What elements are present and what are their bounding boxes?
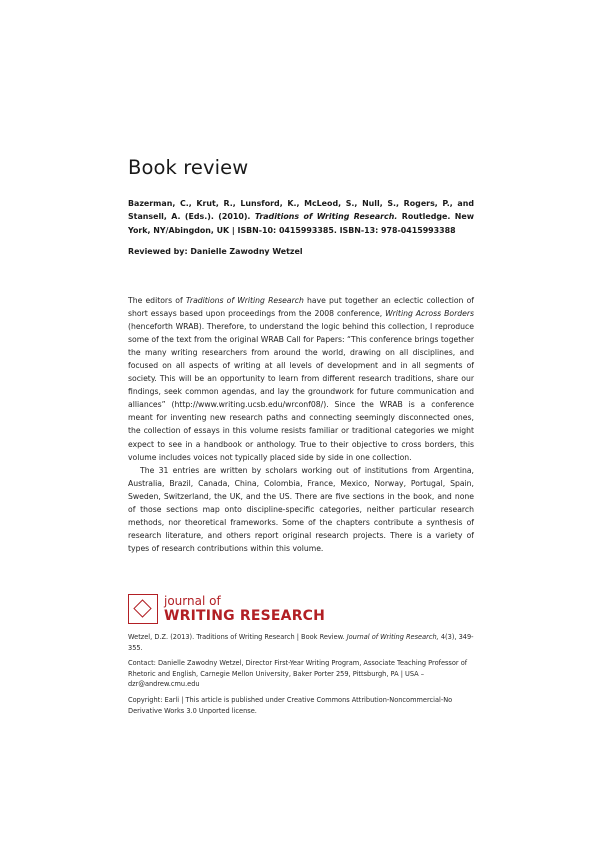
body-text: have put together an eclectic collection of short essays based upon proceedings from the 2008 conference, <box>128 296 474 319</box>
citation-authors: Bazerman, C., Krut, R., Lunsford, K., McLeod, S., Null, S., Rogers, P., and Stansell, A. (Eds.). (2010). <box>128 199 474 222</box>
body-paragraph-1 <box>128 294 474 464</box>
footer-text: 4(3), 349-355. <box>128 633 474 652</box>
body-paragraph-2: The 31 entries are written by scholars working out of institutions from Argentina, Australia, Brazil, Canada, China, Colombia, France, Mexico, Norway, Portugal, Spain, Sweden, Switzerland, the UK, and the US. There are five sections in the book, and none of those sections map onto discipline-specific categories, neither particular research methods, nor theoretical frameworks. Some of the chapters contribute a synthesis of research literature, and others report original research projects. There is a variety of types of research contributions within this volume. <box>128 465 474 553</box>
footer-text: Wetzel, D.Z. (2013). Traditions of Writing Research | Book Review. <box>128 633 347 641</box>
logo-line-1: journal of <box>164 594 221 608</box>
footer-citation <box>128 632 474 653</box>
logo-line-2: WRITING RESEARCH <box>164 608 326 624</box>
conference-title-italic: Writing Across Borders <box>385 309 475 319</box>
article-footer <box>128 632 474 721</box>
body-text: (henceforth WRAB). Therefore, to understand the logic behind this collection, I reproduce some of the text from the original WRAB Call for Papers: “This conference brings together the many writing researchers from around the world, drawing on all disciplines, and focused on all aspects of writing at all levels of development and in all segments of society. This will be an opportunity to learn from different research traditions, share our findings, seek common agendas, and lay the groundwork for future communication and alliances” (http://www.writing.ucsb.edu/wrconf08/). Since the WRAB is a conference meant for inventing new research paths and connecting seemingly disconnected ones, the collection of essays in this volume resists familiar or traditional categories we might expect to see in a handbook or anthology. True to their objective to cross borders, this volume includes voices not typically placed side by side in one collection. <box>128 322 474 462</box>
citation-book-title: Traditions of Writing Research. <box>254 212 398 222</box>
book-title-italic: Traditions of Writing Research <box>185 296 304 305</box>
book-citation <box>128 197 474 237</box>
footer-copyright: Copyright: Earli | This article is published under Creative Commons Attribution-Noncommercial-No Derivative Works 3.0 Unported license. <box>128 695 453 715</box>
page-title: Book review <box>128 156 249 179</box>
footer-contact: Contact: Danielle Zawodny Wetzel, Director First-Year Writing Program, Associate Teaching Professor of Rhetoric and English, Carnegie Mellon University, Baker Porter 259, Pittsburgh, PA | USA – dzr@andrew.cmu.edu <box>128 659 468 689</box>
diamond-in-square-icon <box>128 594 158 624</box>
review-body <box>128 294 474 555</box>
citation-publisher: Routledge. New York, NY/Abingdon, UK | ISBN-10: 0415993385. ISBN-13: 978-0415993388 <box>128 212 474 235</box>
reviewer-line: Reviewed by: Danielle Zawodny Wetzel <box>128 247 303 256</box>
body-text: The editors of <box>128 296 186 305</box>
journal-logo <box>128 594 326 628</box>
journal-name-italic: Journal of Writing Research, <box>346 633 439 641</box>
